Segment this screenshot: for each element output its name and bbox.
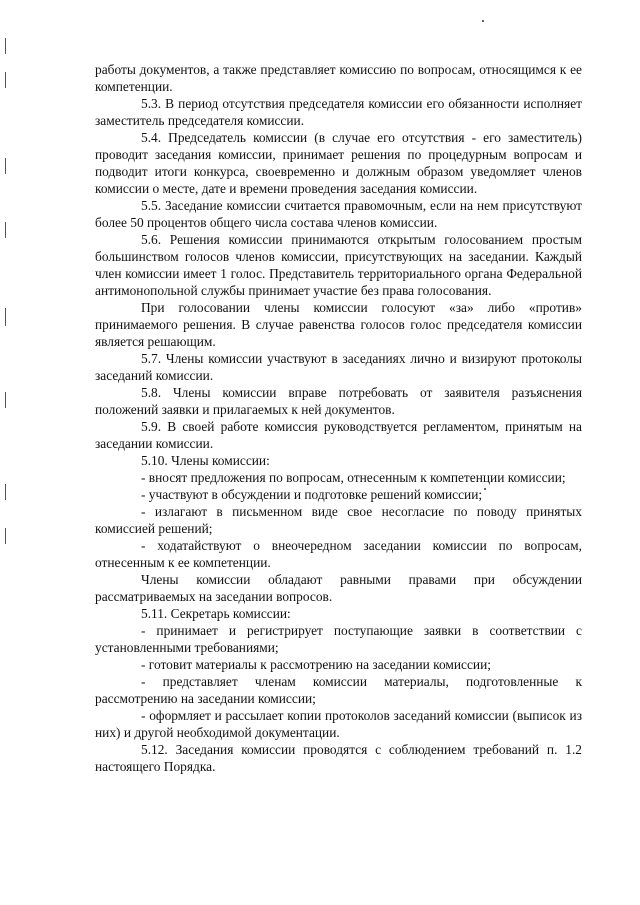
paragraph: работы документов, а также представляет комиссию по вопросам, относящимся к ее компетенции.: [95, 62, 582, 94]
scan-speck: [482, 20, 484, 22]
paragraph-5-8: 5.8. Члены комиссии вправе потребовать от заявителя разъяснения положений заявки и прилагаемых к ней документов.: [95, 385, 582, 417]
list-item: - готовит материалы к рассмотрению на заседании комиссии;: [141, 657, 491, 672]
scan-edge-mark: [5, 392, 6, 408]
paragraph-5-5: 5.5. Заседание комиссии считается правомочным, если на нем присутствуют более 50 процентов общего числа состава членов комиссии.: [95, 198, 582, 230]
paragraph-5-6: 5.6. Решения комиссии принимаются открытым голосованием простым большинством голосов членов комиссии, присутствующих на заседании. Каждый член комиссии имеет 1 голос. Представитель территориального органа Федеральной антимонопольной службы принимает участие без права голосования.: [95, 232, 582, 298]
list-item: - ходатайствуют о внеочередном заседании комиссии по вопросам, отнесенным к ее компетенции.: [95, 538, 582, 570]
scan-edge-marks: [5, 32, 8, 552]
paragraph: Члены комиссии обладают равными правами при обсуждении рассматриваемых на заседании вопросов.: [95, 572, 582, 604]
scan-edge-mark: [5, 72, 6, 88]
paragraph-5-4: 5.4. Председатель комиссии (в случае его отсутствия - его заместитель) проводит заседания комиссии, принимает решения по процедурным вопросам и подводит итоги конкурса, своевременно и должным образом уведомляет членов комиссии о месте, дате и времени проведения заседания комиссии.: [95, 130, 582, 196]
scan-edge-mark: [5, 308, 6, 326]
paragraph-5-12: 5.12. Заседания комиссии проводятся с соблюдением требований п. 1.2 настоящего Порядка.: [95, 742, 582, 774]
paragraph-5-9: 5.9. В своей работе комиссия руководствуется регламентом, принятым на заседании комиссии.: [95, 419, 582, 451]
list-item: - участвуют в обсуждении и подготовке решений комиссии;: [141, 487, 483, 502]
list-item: - представляет членам комиссии материалы, подготовленные к рассмотрению на заседании комиссии;: [95, 674, 582, 706]
list-item: - оформляет и рассылает копии протоколов заседаний комиссии (выписок из них) и другой необходимой документации.: [95, 708, 582, 740]
list-item: - принимает и регистрирует поступающие заявки в соответствии с установленными требованиями;: [95, 623, 582, 655]
scan-edge-mark: [5, 484, 6, 500]
paragraph: При голосовании члены комиссии голосуют «за» либо «против» принимаемого решения. В случае равенства голосов голос председателя комиссии является решающим.: [95, 300, 582, 349]
scan-edge-mark: [5, 38, 6, 54]
paragraph-5-3: 5.3. В период отсутствия председателя комиссии его обязанности исполняет заместитель председателя комиссии.: [95, 96, 582, 128]
list-item: - вносят предложения по вопросам, отнесенным к компетенции комиссии;: [141, 470, 566, 485]
paragraph-5-7: 5.7. Члены комиссии участвуют в заседаниях лично и визируют протоколы заседаний комиссии.: [95, 351, 582, 383]
scan-edge-mark: [5, 158, 6, 174]
document-body: [95, 61, 582, 775]
scan-edge-mark: [5, 222, 6, 238]
paragraph-5-10: 5.10. Члены комиссии:: [141, 453, 270, 468]
list-item: - излагают в письменном виде свое несогласие по поводу принятых комиссией решений;: [95, 504, 582, 536]
paragraph-5-11: 5.11. Секретарь комиссии:: [141, 606, 291, 621]
scan-edge-mark: [5, 528, 6, 544]
